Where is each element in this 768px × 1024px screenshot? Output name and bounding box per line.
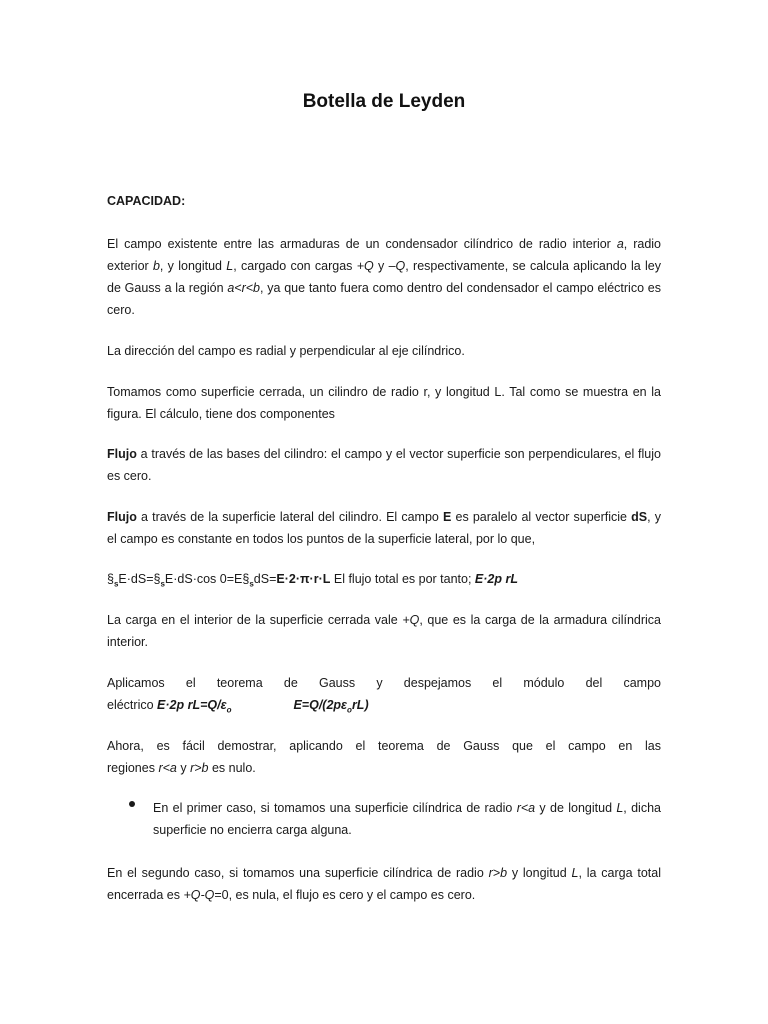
paragraph-field-description: El campo existente entre las armaduras de un condensador cilíndrico de radio interior a, radio exterior b, y longitud L, cargado con cargas +Q y –Q, respectivamente, se calcula aplicando la ley de Gauss a la región a<r<b, ya que tanto fuera como dentro del condensador el campo eléctrico es cero. [107, 237, 662, 317]
paragraph-second-case: En el segundo caso, si tomamos una superficie cilíndrica de radio r>b y longitud L, la carga total encerrada es +Q-Q=0, es nula, el flujo es cero y el campo es cero. [107, 866, 662, 902]
paragraph-closed-surface: Tomamos como superficie cerrada, un cilindro de radio r, y longitud L. Tal como se muestra en la figura. El cálculo, tiene dos componentes [107, 385, 661, 421]
paragraph-null-regions: Ahora, es fácil demostrar, aplicando el teorema de Gauss que el campo en las regiones r<a y r>b es nulo. [107, 739, 661, 775]
paragraph-flux-bases: Flujo a través de las bases del cilindro: el campo y el vector superficie son perpendiculares, el flujo es cero. [107, 447, 661, 483]
bullet-icon [129, 801, 135, 807]
flux-formula: $\S_sE\cdot dS=\S_sE\cdot dS\cdot\cos$ $0=E\S_sdS=E\cdot 2\cdot\pi\cdot r\cdot L$ El flujo total es por tanto; E·2p rL [107, 572, 518, 589]
paragraph-gauss-field: Aplicamos el teorema de Gauss y despejamos el módulo del campo eléctrico E·2p $rL=Q/\varepsilon_o$ $E=Q/(2p\varepsilon_orL)$ [107, 676, 661, 715]
list-item: En el primer caso, si tomamos una superficie cilíndrica de radio r<a y de longitud L, dicha superficie no encierra carga alguna. [153, 801, 661, 837]
paragraph-field-direction: La dirección del campo es radial y perpendicular al eje cilíndrico. [107, 344, 465, 358]
paragraph-enclosed-charge: La carga en el interior de la superficie cerrada vale +Q, que es la carga de la armadura cilíndrica interior. [107, 613, 662, 649]
section-heading: CAPACIDAD: [107, 194, 186, 208]
paragraph-flux-lateral: Flujo a través de la superficie lateral del cilindro. El campo E es paralelo al vector superficie dS, y el campo es constante en todos los puntos de la superficie lateral, por lo que, [107, 510, 662, 546]
page-title: Botella de Leyden [302, 91, 466, 112]
